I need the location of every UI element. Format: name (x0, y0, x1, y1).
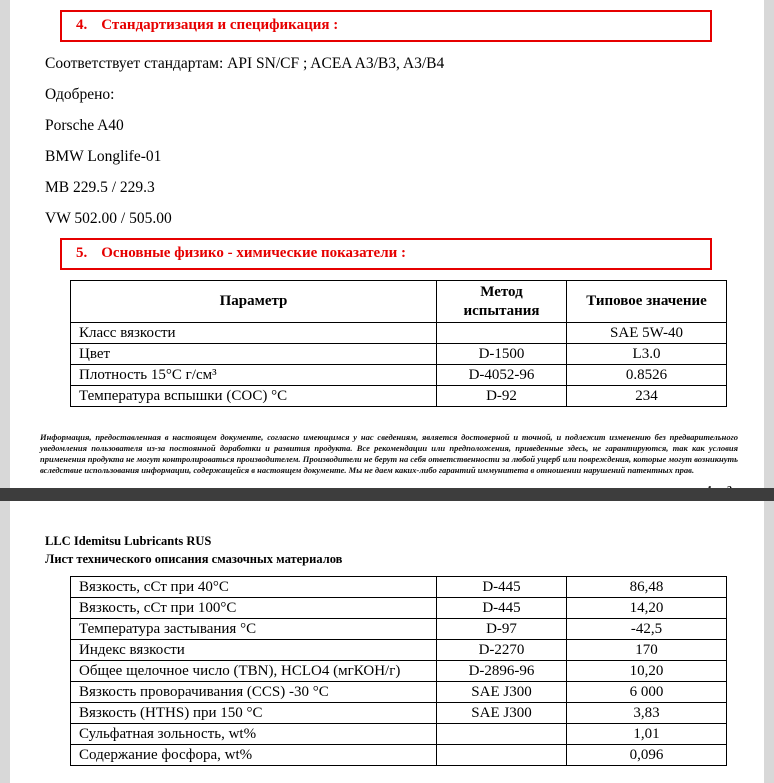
table-cell: SAE 5W-40 (567, 323, 727, 344)
table-cell: Вязкость, сСт при 40°С (71, 577, 437, 598)
approval-item: Porsche A40 (45, 117, 124, 134)
table-cell: Содержание фосфора, wt% (71, 745, 437, 766)
table-cell: D-1500 (437, 344, 567, 365)
properties-table (70, 280, 727, 407)
table-cell: Вязкость проворачивания (CCS) -30 °С (71, 682, 437, 703)
table-cell: L3.0 (567, 344, 727, 365)
table-cell: 170 (567, 640, 727, 661)
document-page-2 (10, 501, 764, 783)
table-cell: 6 000 (567, 682, 727, 703)
document-page-1 (10, 0, 764, 488)
table-cell: Общее щелочное число (TBN), HCLO4 (мгКОН/г) (71, 661, 437, 682)
table-cell: Вязкость, сСт при 100°С (71, 598, 437, 619)
table-cell: 3,83 (567, 703, 727, 724)
table-cell: D-2270 (437, 640, 567, 661)
approval-item: BMW Longlife-01 (45, 148, 162, 165)
table-row (71, 661, 727, 682)
table-cell (437, 745, 567, 766)
table-cell: 14,20 (567, 598, 727, 619)
section-5-title: Основные физико - химические показатели : (101, 245, 407, 261)
section-4-number: 4. (76, 17, 88, 33)
table-cell: Сульфатная зольность, wt% (71, 724, 437, 745)
section-5-heading (60, 238, 712, 270)
approval-item: MB 229.5 / 229.3 (45, 179, 155, 196)
disclaimer-text: Информация, предоставленная в настоящем документе, согласно имеющимся у нас сведениям, является достоверной и точной, и подлежит изменению без предварительного уведомления пользователя из-за постоянной доработки и развития продукта. Все рекомендации или предположения, приведенные здесь, не гарантируются, так как условия применения продукта не могут контролироваться производителем. Производители не берут на себя ответственности за любой ущерб или повреждения, которые могут возникнуть вследствие использования информации, содержащейся в настоящем документе. Мы не даем каких-либо гарантий иммунитета в отношении нарушений патентных прав. (40, 432, 738, 475)
approval-item: VW 502.00 / 505.00 (45, 210, 172, 227)
table-cell: 10,20 (567, 661, 727, 682)
table-row (71, 724, 727, 745)
table-cell: D-2896-96 (437, 661, 567, 682)
table-cell: Плотность 15°С г/см³ (71, 365, 437, 386)
table-cell: -42,5 (567, 619, 727, 640)
table-row (71, 577, 727, 598)
table-row (71, 386, 727, 407)
table-cell: Индекс вязкости (71, 640, 437, 661)
section-4-title: Стандартизация и спецификация : (101, 17, 339, 33)
table-cell: D-445 (437, 577, 567, 598)
table-row (71, 745, 727, 766)
properties-table-continued (70, 576, 727, 766)
table-cell: Класс вязкости (71, 323, 437, 344)
table-cell: 0.8526 (567, 365, 727, 386)
table-cell: Вязкость (HTHS) при 150 °С (71, 703, 437, 724)
table-cell: D-97 (437, 619, 567, 640)
table-row (71, 365, 727, 386)
approved-label: Одобрено: (45, 86, 115, 103)
table-cell: D-92 (437, 386, 567, 407)
company-name: LLC Idemitsu Lubricants RUS (45, 534, 212, 548)
table-cell: Температура застывания °С (71, 619, 437, 640)
table-cell: SAE J300 (437, 703, 567, 724)
table-row (71, 323, 727, 344)
document-title: Лист технического описания смазочных материалов (45, 552, 343, 566)
col-header-typical-value: Типовое значение (567, 281, 727, 323)
table-cell: 234 (567, 386, 727, 407)
table-cell (437, 724, 567, 745)
table-header-row (71, 281, 727, 323)
section-4-heading (60, 10, 712, 42)
table-row (71, 703, 727, 724)
table-row (71, 344, 727, 365)
table-cell: Цвет (71, 344, 437, 365)
table-row (71, 598, 727, 619)
table-cell: 1,01 (567, 724, 727, 745)
table-cell: D-445 (437, 598, 567, 619)
table-row (71, 640, 727, 661)
table-row (71, 682, 727, 703)
table-cell: SAE J300 (437, 682, 567, 703)
table-cell: 86,48 (567, 577, 727, 598)
table-cell: D-4052-96 (437, 365, 567, 386)
col-header-parameter: Параметр (71, 281, 437, 323)
table-cell (437, 323, 567, 344)
table-row (71, 619, 727, 640)
table-cell: Температура вспышки (СОС) °С (71, 386, 437, 407)
page-separator-bar (0, 488, 774, 501)
table-cell: 0,096 (567, 745, 727, 766)
standards-line: Соответствует стандартам: API SN/CF ; ACEA A3/B3, A3/B4 (45, 55, 445, 72)
section-5-number: 5. (76, 245, 88, 261)
col-header-method: Метод испытания (437, 281, 567, 323)
